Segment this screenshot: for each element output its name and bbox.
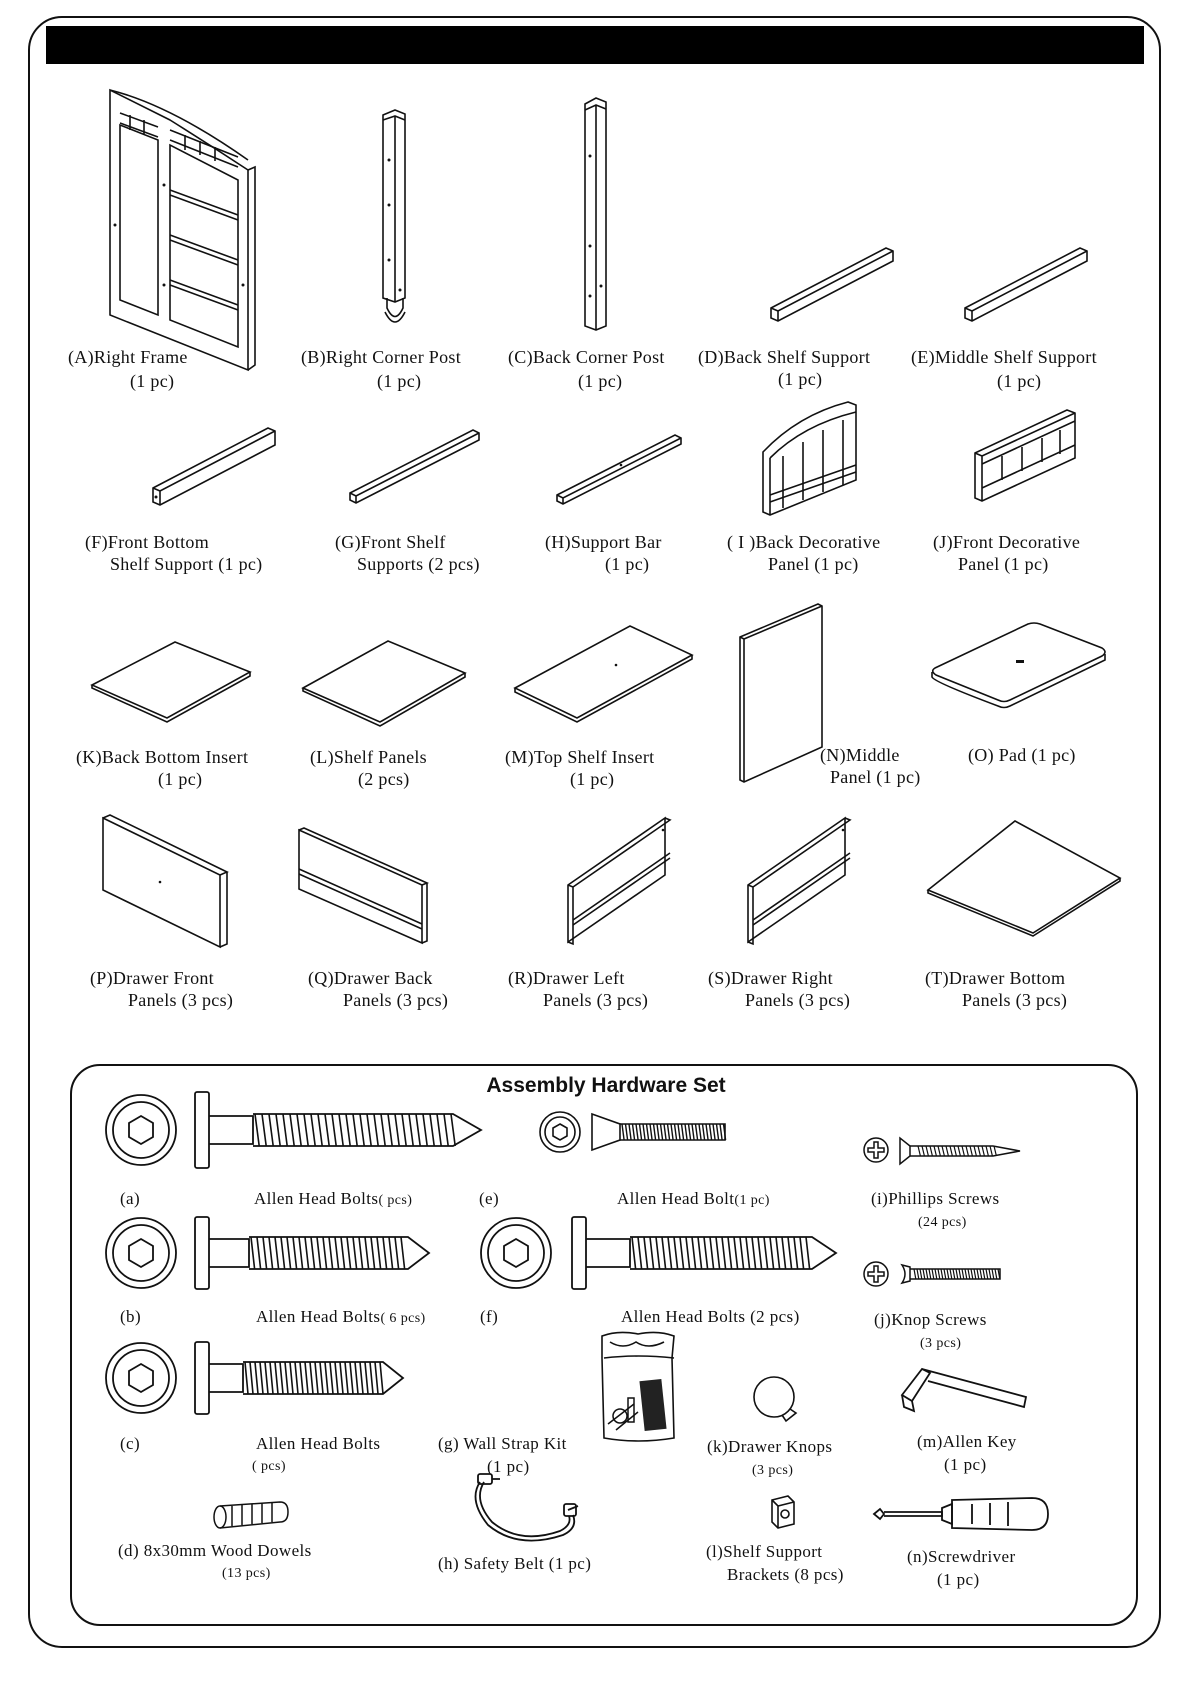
allen-bolt-b-icon	[193, 1215, 433, 1291]
allen-bolt-a-head-icon	[103, 1092, 179, 1168]
drawer-left-panels-illustration	[565, 815, 675, 945]
hw-m-qty: (1 pc)	[944, 1455, 987, 1474]
top-shelf-insert-illustration	[512, 623, 697, 723]
part-j-line2: Panel (1 pc)	[958, 554, 1049, 574]
hw-g-qty: (1 pc)	[487, 1457, 530, 1476]
hw-j-caption: (j)Knop Screws	[874, 1310, 987, 1329]
drawer-front-panels-illustration	[100, 815, 230, 955]
part-s-caption: (S)Drawer Right	[708, 968, 833, 988]
back-bottom-insert-illustration	[90, 640, 255, 730]
part-t-caption: (T)Drawer Bottom	[925, 968, 1066, 988]
knop-screw-head-icon	[862, 1260, 890, 1288]
part-e-qty: (1 pc)	[997, 371, 1042, 391]
hw-f-caption: Allen Head Bolts (2 pcs)	[621, 1307, 800, 1326]
allen-bolt-e-icon	[590, 1112, 730, 1152]
part-a-caption: (A)Right Frame	[68, 347, 188, 367]
safety-belt-icon	[468, 1470, 588, 1550]
wall-strap-kit-icon	[598, 1328, 680, 1446]
part-k-caption: (K)Back Bottom Insert	[76, 747, 249, 767]
hw-c-name: Allen Head Bolts	[256, 1434, 381, 1453]
allen-bolt-e-head-icon	[538, 1110, 582, 1154]
part-r-caption: (R)Drawer Left	[508, 968, 625, 988]
part-t-line2: Panels (3 pcs)	[962, 990, 1068, 1010]
hw-k-caption: (k)Drawer Knops	[707, 1437, 833, 1456]
hw-j-qty: (3 pcs)	[920, 1336, 962, 1351]
allen-bolt-c-head-icon	[103, 1340, 179, 1416]
part-q-line2: Panels (3 pcs)	[343, 990, 449, 1010]
part-f-caption: (F)Front Bottom	[85, 532, 210, 552]
allen-bolt-c-icon	[193, 1340, 408, 1416]
drawer-back-panels-illustration	[296, 827, 431, 947]
hw-e-letter: (e)	[479, 1189, 500, 1208]
part-l-qty: (2 pcs)	[358, 769, 410, 789]
part-i-line2: Panel (1 pc)	[768, 554, 859, 574]
part-f-line2: Shelf Support (1 pc)	[110, 554, 263, 574]
shelf-support-bracket-icon	[768, 1494, 798, 1530]
part-a-qty: (1 pc)	[130, 371, 175, 391]
part-d-qty: (1 pc)	[778, 369, 823, 389]
part-d-caption: (D)Back Shelf Support	[698, 347, 871, 367]
hw-d-qty: (13 pcs)	[222, 1566, 271, 1581]
hw-k-qty: (3 pcs)	[752, 1463, 794, 1478]
hw-b-caption: Allen Head Bolts( 6 pcs)	[256, 1307, 426, 1326]
back-corner-post-illustration	[580, 96, 620, 331]
hw-f-letter: (f)	[480, 1307, 499, 1326]
phillips-screw-head-icon	[862, 1136, 890, 1164]
allen-bolt-b-head-icon	[103, 1215, 179, 1291]
part-g-line2: Supports (2 pcs)	[357, 554, 480, 574]
part-h-caption: (H)Support Bar	[545, 532, 662, 552]
hw-a-letter: (a)	[120, 1189, 141, 1208]
hw-c-letter: (c)	[120, 1434, 141, 1453]
part-l-caption: (L)Shelf Panels	[310, 747, 427, 767]
allen-bolt-a-icon	[193, 1090, 483, 1170]
allen-bolt-f-head-icon	[478, 1215, 554, 1291]
part-n-caption: (N)Middle	[820, 745, 900, 765]
hw-h-caption: (h) Safety Belt (1 pc)	[438, 1554, 592, 1573]
hardware-set-title: Assembly Hardware Set	[486, 1074, 726, 1097]
drawer-knob-icon	[752, 1375, 800, 1423]
part-r-line2: Panels (3 pcs)	[543, 990, 649, 1010]
part-s-line2: Panels (3 pcs)	[745, 990, 851, 1010]
hw-n-qty: (1 pc)	[937, 1570, 980, 1589]
front-shelf-supports-illustration	[348, 428, 483, 508]
allen-bolt-f-icon	[570, 1215, 840, 1291]
shelf-panels-illustration	[300, 638, 470, 730]
part-b-caption: (B)Right Corner Post	[301, 347, 462, 367]
back-shelf-support-illustration	[768, 245, 898, 325]
pad-illustration	[930, 620, 1110, 712]
part-q-caption: (Q)Drawer Back	[308, 968, 433, 988]
hw-m-caption: (m)Allen Key	[917, 1432, 1017, 1451]
part-o-caption: (O) Pad (1 pc)	[968, 745, 1076, 765]
hw-i-qty: (24 pcs)	[918, 1215, 967, 1230]
part-b-qty: (1 pc)	[377, 371, 422, 391]
part-e-caption: (E)Middle Shelf Support	[911, 347, 1097, 367]
middle-panel-illustration	[738, 602, 826, 784]
right-corner-post-illustration	[375, 110, 425, 335]
hw-l-caption: (l)Shelf Support	[706, 1542, 823, 1561]
hw-d-caption: (d) 8x30mm Wood Dowels	[118, 1541, 312, 1560]
hw-c-qty: ( pcs)	[252, 1459, 286, 1474]
part-k-qty: (1 pc)	[158, 769, 203, 789]
part-m-qty: (1 pc)	[570, 769, 615, 789]
screwdriver-icon	[872, 1494, 1050, 1534]
hw-a-caption: Allen Head Bolts( pcs)	[254, 1189, 413, 1208]
phillips-screw-icon	[898, 1136, 1023, 1166]
front-decorative-panel-illustration	[972, 408, 1080, 503]
part-n-line2: Panel (1 pc)	[830, 767, 921, 787]
hw-b-letter: (b)	[120, 1307, 142, 1326]
drawer-bottom-panels-illustration	[925, 818, 1125, 938]
header-bar	[46, 26, 1144, 64]
part-p-caption: (P)Drawer Front	[90, 968, 214, 988]
back-decorative-panel-illustration	[758, 400, 868, 518]
right-frame-illustration	[100, 85, 260, 370]
support-bar-illustration	[555, 433, 685, 508]
hw-i-caption: (i)Phillips Screws	[871, 1189, 1000, 1208]
hw-n-caption: (n)Screwdriver	[907, 1547, 1016, 1566]
drawer-right-panels-illustration	[745, 815, 855, 945]
hw-e-caption: Allen Head Bolt(1 pc)	[617, 1189, 770, 1208]
middle-shelf-support-illustration	[962, 245, 1092, 325]
hw-l-line2: Brackets (8 pcs)	[727, 1565, 844, 1584]
part-i-caption: ( I )Back Decorative	[727, 532, 881, 552]
part-h-qty: (1 pc)	[605, 554, 650, 574]
part-p-line2: Panels (3 pcs)	[128, 990, 234, 1010]
hw-g-caption: (g) Wall Strap Kit	[438, 1434, 567, 1453]
front-bottom-shelf-support-illustration	[150, 425, 280, 510]
wood-dowel-icon	[212, 1500, 290, 1530]
knop-screw-icon	[900, 1261, 1005, 1287]
part-c-caption: (C)Back Corner Post	[508, 347, 665, 367]
part-m-caption: (M)Top Shelf Insert	[505, 747, 655, 767]
part-j-caption: (J)Front Decorative	[933, 532, 1081, 552]
allen-key-icon	[900, 1365, 1030, 1425]
part-c-qty: (1 pc)	[578, 371, 623, 391]
part-g-caption: (G)Front Shelf	[335, 532, 446, 552]
